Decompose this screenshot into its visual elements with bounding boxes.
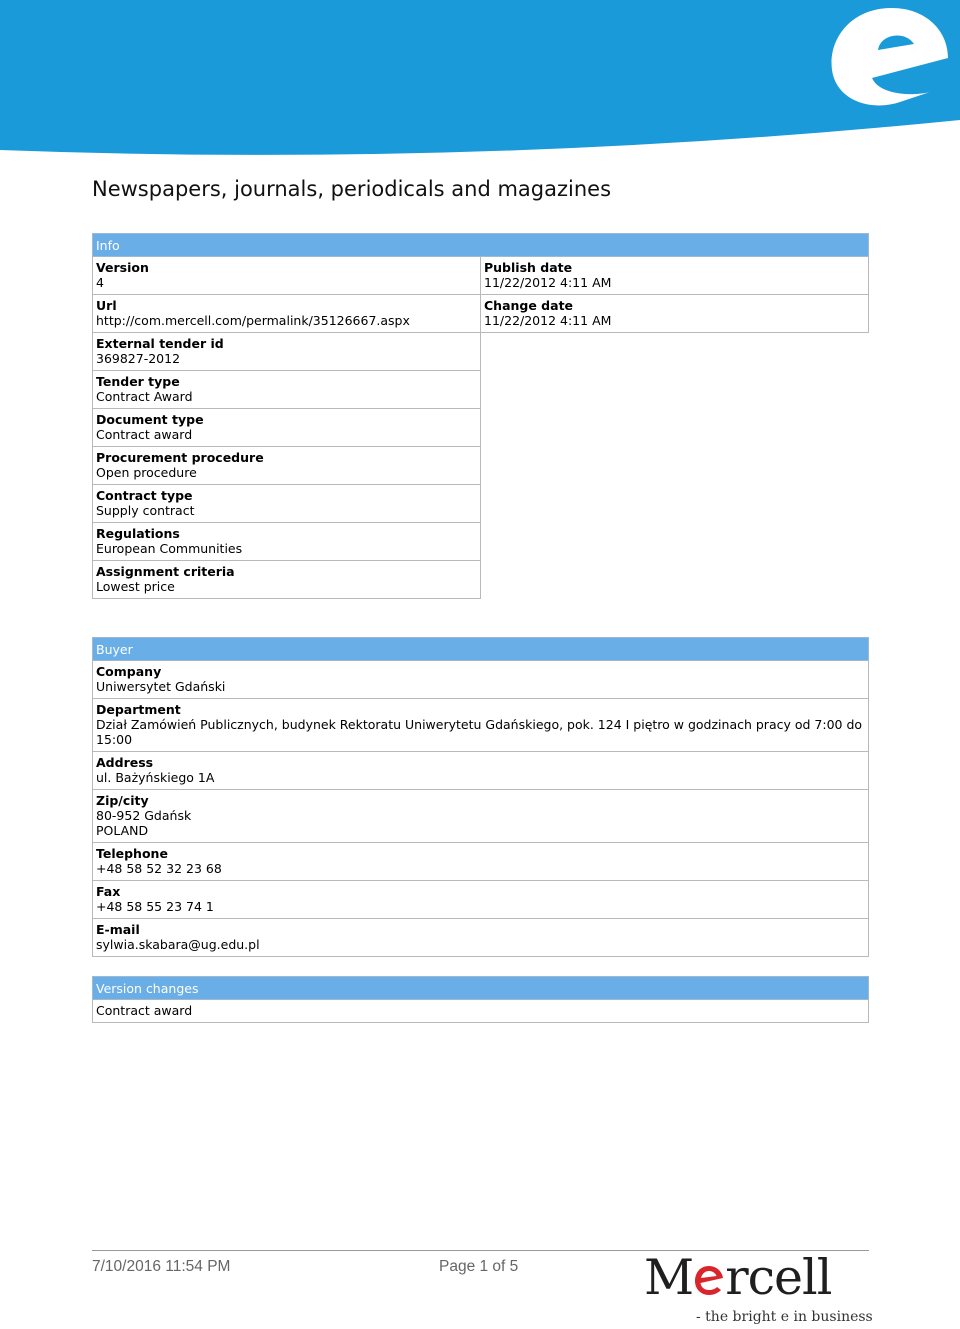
buyer-field-email: E-mail sylwia.skabara@ug.edu.pl	[92, 919, 869, 957]
info-field-regulations: Regulations European Communities	[92, 523, 481, 561]
info-field-document-type: Document type Contract award	[92, 409, 481, 447]
info-section	[92, 233, 869, 599]
buyer-section	[92, 637, 869, 957]
info-field-change-date: Change date 11/22/2012 4:11 AM	[481, 295, 869, 333]
buyer-field-fax: Fax +48 58 55 23 74 1	[92, 881, 869, 919]
header-band-graphic	[0, 0, 960, 162]
info-right-column	[481, 257, 869, 599]
info-field-procurement-procedure: Procurement procedure Open procedure	[92, 447, 481, 485]
buyer-field-department: Department Dział Zamówień Publicznych, budynek Rektoratu Uniwerytetu Gdańskiego, pok. 124 I piętro w godzinach pracy od 7:00 do 15:00	[92, 699, 869, 752]
version-changes-section	[92, 976, 869, 1023]
info-field-url: Url http://com.mercell.com/permalink/35126667.aspx	[92, 295, 481, 333]
buyer-field-telephone: Telephone +48 58 52 32 23 68	[92, 843, 869, 881]
info-field-publish-date: Publish date 11/22/2012 4:11 AM	[481, 257, 869, 295]
mercell-wordmark: M rcell	[644, 1249, 832, 1306]
buyer-email-link[interactable]: sylwia.skabara@ug.edu.pl	[96, 937, 260, 952]
version-changes-value: Contract award	[92, 1000, 869, 1023]
info-field-tender-type: Tender type Contract Award	[92, 371, 481, 409]
buyer-field-zip-city: Zip/city 80-952 Gdańsk POLAND	[92, 790, 869, 843]
version-changes-header: Version changes	[92, 976, 869, 1000]
info-field-version: Version 4	[92, 257, 481, 295]
footer-date: 7/10/2016 11:54 PM	[92, 1258, 231, 1275]
buyer-section-header: Buyer	[92, 637, 869, 661]
page-title: Newspapers, journals, periodicals and magazines	[92, 177, 612, 201]
footer-page-number: Page 1 of 5	[439, 1258, 519, 1275]
permalink-link[interactable]: http://com.mercell.com/permalink/35126667.aspx	[96, 313, 410, 328]
mercell-logo	[644, 1249, 873, 1329]
info-field-assignment-criteria: Assignment criteria Lowest price	[92, 561, 481, 599]
header-band	[0, 0, 960, 162]
info-left-column	[92, 257, 481, 599]
mercell-e-icon	[694, 1254, 724, 1286]
info-field-contract-type: Contract type Supply contract	[92, 485, 481, 523]
mercell-tagline: - the bright e in business	[696, 1309, 873, 1325]
info-section-header: Info	[92, 233, 869, 257]
info-field-external-tender-id: External tender id 369827-2012	[92, 333, 481, 371]
buyer-field-company: Company Uniwersytet Gdański	[92, 661, 869, 699]
buyer-field-address: Address ul. Bażyńskiego 1A	[92, 752, 869, 790]
